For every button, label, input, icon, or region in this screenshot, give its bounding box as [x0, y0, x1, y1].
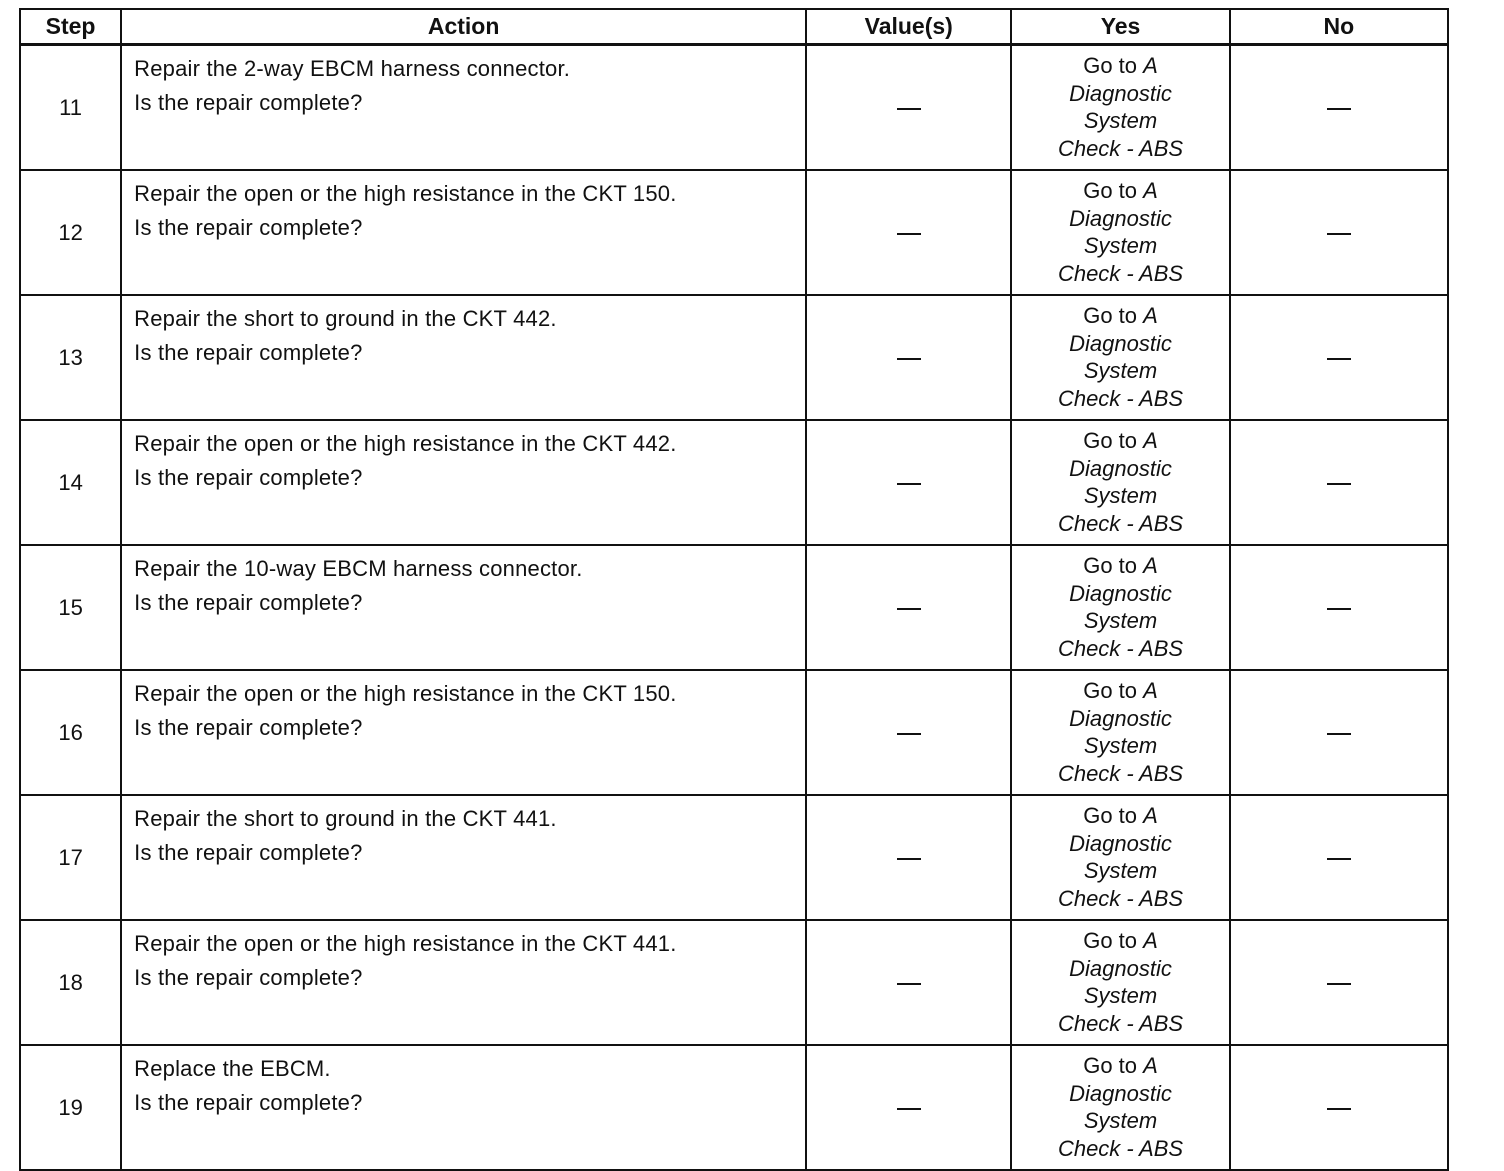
yes-line-go-to	[1012, 927, 1228, 955]
yes-go-to: Go to	[1083, 303, 1144, 328]
yes-check-abs: Check - ABS	[1057, 385, 1184, 411]
value-cell	[806, 670, 1011, 795]
table-row	[20, 545, 1448, 670]
yes-cell	[1011, 295, 1229, 420]
action-cell	[121, 45, 806, 171]
no-dash	[1327, 1108, 1351, 1110]
yes-diagnostic: Diagnostic	[1069, 1080, 1172, 1106]
step-number: 12	[20, 170, 121, 295]
yes-diagnostic: Diagnostic	[1069, 330, 1172, 356]
yes-go-to: Go to	[1083, 678, 1144, 703]
table-row	[20, 1045, 1448, 1170]
yes-go-to: Go to	[1083, 553, 1144, 578]
action-question: Is the repair complete?	[134, 965, 363, 990]
yes-a: A	[1143, 1053, 1158, 1078]
action-question: Is the repair complete?	[134, 215, 363, 240]
no-cell	[1230, 45, 1448, 171]
yes-diagnostic: Diagnostic	[1069, 830, 1172, 856]
value-dash	[897, 858, 921, 860]
value-cell	[806, 420, 1011, 545]
table-row	[20, 420, 1448, 545]
action-question: Is the repair complete?	[134, 340, 363, 365]
table-row	[20, 45, 1448, 171]
no-cell	[1230, 420, 1448, 545]
action-cell	[121, 670, 806, 795]
table-row	[20, 670, 1448, 795]
yes-a: A	[1143, 178, 1158, 203]
yes-system: System	[1083, 108, 1158, 133]
step-number: 11	[20, 45, 121, 171]
header-step: Step	[20, 9, 121, 45]
yes-system: System	[1083, 983, 1158, 1008]
yes-line-go-to	[1012, 427, 1228, 455]
action-instruction: Repair the 2-way EBCM harness connector.	[134, 56, 571, 81]
value-dash	[897, 358, 921, 360]
action-instruction: Repair the open or the high resistance in the CKT 150.	[134, 681, 677, 706]
yes-system: System	[1083, 733, 1158, 758]
action-instruction: Repair the open or the high resistance in the CKT 441.	[134, 931, 677, 956]
step-number: 18	[20, 920, 121, 1045]
action-question: Is the repair complete?	[134, 465, 363, 490]
yes-check-abs: Check - ABS	[1057, 260, 1184, 286]
table-row	[20, 920, 1448, 1045]
action-cell	[121, 420, 806, 545]
step-number: 14	[20, 420, 121, 545]
action-instruction: Repair the open or the high resistance in the CKT 442.	[134, 431, 677, 456]
value-cell	[806, 920, 1011, 1045]
yes-check-abs: Check - ABS	[1057, 760, 1184, 786]
no-dash	[1327, 733, 1351, 735]
no-dash	[1327, 108, 1351, 110]
yes-go-to: Go to	[1083, 928, 1144, 953]
yes-a: A	[1143, 928, 1158, 953]
yes-a: A	[1143, 678, 1158, 703]
value-cell	[806, 1045, 1011, 1170]
header-no: No	[1230, 9, 1448, 45]
yes-cell	[1011, 45, 1229, 171]
yes-cell	[1011, 420, 1229, 545]
value-cell	[806, 295, 1011, 420]
action-question: Is the repair complete?	[134, 590, 363, 615]
no-dash	[1327, 983, 1351, 985]
action-instruction: Repair the 10-way EBCM harness connector.	[134, 556, 583, 581]
no-cell	[1230, 170, 1448, 295]
yes-check-abs: Check - ABS	[1057, 510, 1184, 536]
yes-a: A	[1143, 803, 1158, 828]
yes-diagnostic: Diagnostic	[1069, 955, 1172, 981]
yes-go-to: Go to	[1083, 803, 1144, 828]
yes-system: System	[1083, 358, 1158, 383]
yes-go-to: Go to	[1083, 428, 1144, 453]
yes-check-abs: Check - ABS	[1057, 135, 1184, 161]
yes-a: A	[1143, 53, 1158, 78]
value-cell	[806, 795, 1011, 920]
yes-check-abs: Check - ABS	[1057, 1135, 1184, 1161]
yes-check-abs: Check - ABS	[1057, 635, 1184, 661]
value-cell	[806, 545, 1011, 670]
yes-line-go-to	[1012, 1052, 1228, 1080]
header-action: Action	[121, 9, 806, 45]
yes-diagnostic: Diagnostic	[1069, 455, 1172, 481]
yes-system: System	[1083, 858, 1158, 883]
yes-line-go-to	[1012, 52, 1228, 80]
yes-system: System	[1083, 1108, 1158, 1133]
yes-cell	[1011, 670, 1229, 795]
yes-line-go-to	[1012, 802, 1228, 830]
step-number: 19	[20, 1045, 121, 1170]
yes-cell	[1011, 170, 1229, 295]
action-cell	[121, 295, 806, 420]
diagnostic-table	[19, 8, 1449, 1171]
yes-a: A	[1143, 303, 1158, 328]
header-yes: Yes	[1011, 9, 1229, 45]
yes-check-abs: Check - ABS	[1057, 1010, 1184, 1036]
no-dash	[1327, 858, 1351, 860]
action-question: Is the repair complete?	[134, 840, 363, 865]
yes-cell	[1011, 1045, 1229, 1170]
action-question: Is the repair complete?	[134, 90, 363, 115]
value-dash	[897, 733, 921, 735]
yes-diagnostic: Diagnostic	[1069, 205, 1172, 231]
action-cell	[121, 545, 806, 670]
value-cell	[806, 45, 1011, 171]
yes-a: A	[1143, 428, 1158, 453]
yes-line-go-to	[1012, 302, 1228, 330]
yes-diagnostic: Diagnostic	[1069, 80, 1172, 106]
no-dash	[1327, 358, 1351, 360]
step-number: 13	[20, 295, 121, 420]
no-cell	[1230, 670, 1448, 795]
action-cell	[121, 170, 806, 295]
value-dash	[897, 233, 921, 235]
value-dash	[897, 608, 921, 610]
yes-cell	[1011, 545, 1229, 670]
table-row	[20, 295, 1448, 420]
yes-line-go-to	[1012, 552, 1228, 580]
action-instruction: Repair the short to ground in the CKT 441.	[134, 806, 557, 831]
yes-go-to: Go to	[1083, 1053, 1144, 1078]
action-instruction: Replace the EBCM.	[134, 1056, 331, 1081]
value-dash	[897, 1108, 921, 1110]
yes-check-abs: Check - ABS	[1057, 885, 1184, 911]
value-dash	[897, 983, 921, 985]
header-values: Value(s)	[806, 9, 1011, 45]
yes-diagnostic: Diagnostic	[1069, 705, 1172, 731]
table-row	[20, 170, 1448, 295]
yes-line-go-to	[1012, 177, 1228, 205]
yes-go-to: Go to	[1083, 178, 1144, 203]
yes-cell	[1011, 920, 1229, 1045]
no-dash	[1327, 483, 1351, 485]
no-dash	[1327, 608, 1351, 610]
yes-diagnostic: Diagnostic	[1069, 580, 1172, 606]
action-instruction: Repair the short to ground in the CKT 442.	[134, 306, 557, 331]
action-cell	[121, 1045, 806, 1170]
yes-cell	[1011, 795, 1229, 920]
action-question: Is the repair complete?	[134, 1090, 363, 1115]
action-cell	[121, 920, 806, 1045]
table-header-row	[20, 9, 1448, 45]
action-cell	[121, 795, 806, 920]
yes-go-to: Go to	[1083, 53, 1144, 78]
yes-line-go-to	[1012, 677, 1228, 705]
no-cell	[1230, 795, 1448, 920]
value-cell	[806, 170, 1011, 295]
no-dash	[1327, 233, 1351, 235]
step-number: 17	[20, 795, 121, 920]
action-question: Is the repair complete?	[134, 715, 363, 740]
step-number: 15	[20, 545, 121, 670]
yes-system: System	[1083, 608, 1158, 633]
no-cell	[1230, 920, 1448, 1045]
no-cell	[1230, 545, 1448, 670]
value-dash	[897, 483, 921, 485]
no-cell	[1230, 295, 1448, 420]
action-instruction: Repair the open or the high resistance in the CKT 150.	[134, 181, 677, 206]
yes-system: System	[1083, 233, 1158, 258]
table-row	[20, 795, 1448, 920]
value-dash	[897, 108, 921, 110]
no-cell	[1230, 1045, 1448, 1170]
yes-system: System	[1083, 483, 1158, 508]
step-number: 16	[20, 670, 121, 795]
yes-a: A	[1143, 553, 1158, 578]
